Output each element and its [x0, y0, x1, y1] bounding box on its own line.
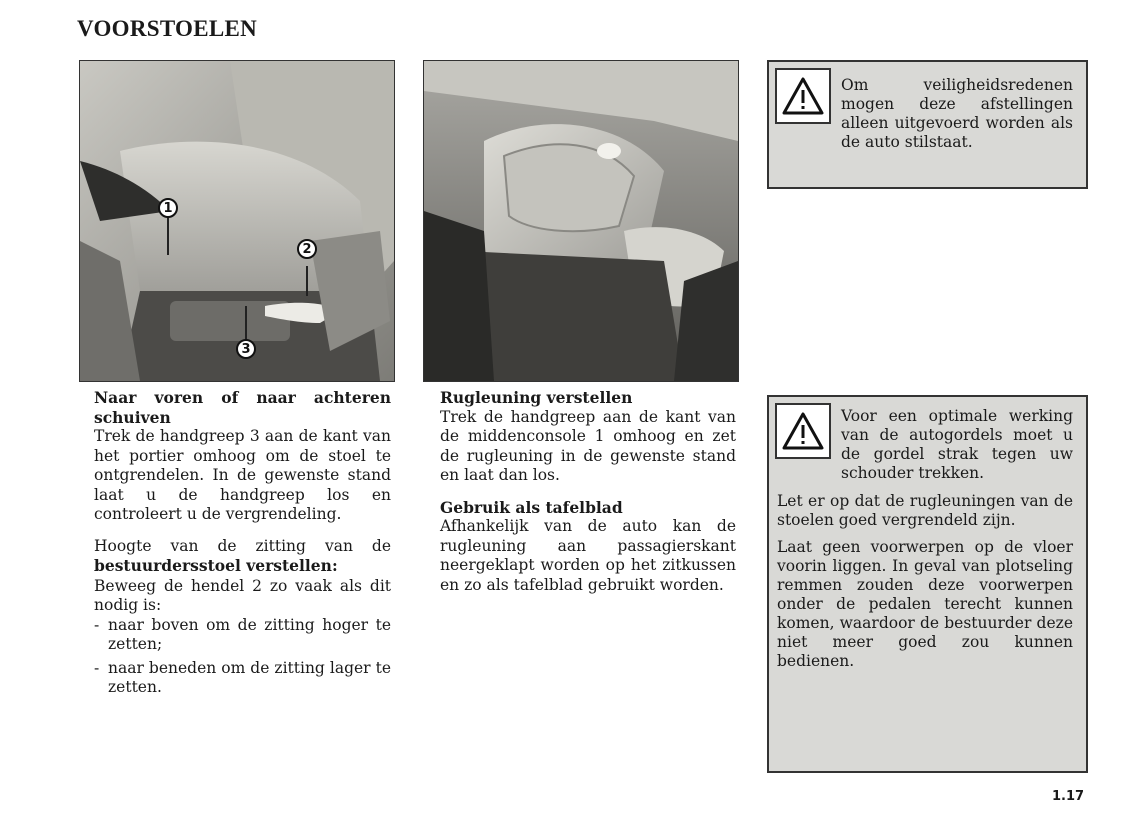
section-heading-backrest: Rugleuning verstellen: [440, 388, 633, 407]
callout-2: 2: [297, 239, 317, 259]
callout-1-leader: [167, 215, 169, 255]
callout-2-leader: [306, 266, 308, 296]
list-item: - naar beneden om de zitting lager te zetten.: [94, 658, 391, 696]
height-heading: [94, 537, 391, 577]
warning-text-objects: Laat geen voorwerpen op de vloer voorin liggen. In geval van plotseling remmen zouden deze voorwerpen onder de pedalen terecht kunnen komen, waardoor de bestuurder deze niet meer goed zou kunnen bedienen.: [777, 538, 1073, 670]
slide-instructions: Trek de handgreep 3 aan de kant van het portier omhoog om de stoel te ontgrendelen. In de gewenste stand laat u de handgreep los en controleert u de vergrendeling.: [94, 427, 391, 523]
folding-seat-table-photo: [423, 60, 739, 382]
warning-triangle-icon: [775, 68, 831, 124]
callout-3-leader: [245, 306, 247, 341]
callout-3: 3: [236, 339, 256, 359]
section-heading-slide: Naar voren of naar achteren schuiven: [94, 388, 391, 427]
warning-text-belts: Voor een optimale werking van de autogordels moet u de gordel strak tegen uw schouder trekken.: [841, 407, 1073, 482]
warning-text-backrests: Let er op dat de rugleuningen van de stoelen goed vergrendeld zijn.: [777, 492, 1073, 529]
warning-text-safety: Om veiligheidsredenen mogen deze afstellingen alleen uitgevoerd worden als de auto stilstaat.: [841, 76, 1073, 151]
height-heading-bold: bestuurdersstoel verstellen:: [94, 556, 338, 575]
warning-box-belts: [767, 395, 1088, 773]
list-item: - naar boven om de zitting hoger te zetten;: [94, 615, 391, 653]
page-title: VOORSTOELEN: [77, 16, 258, 41]
callout-1: 1: [158, 198, 178, 218]
section-heading-table: Gebruik als tafelblad: [440, 497, 623, 517]
warning-triangle-icon: [775, 403, 831, 459]
height-heading-prefix: Hoogte van de zitting van de: [94, 536, 391, 555]
height-instructions: Beweeg de hendel 2 zo vaak als dit nodig is:: [94, 576, 391, 614]
page-number: 1.17: [1052, 789, 1085, 804]
warning-box-safety: [767, 60, 1088, 189]
seat-adjustment-photo: [79, 60, 395, 382]
backrest-instructions: Trek de handgreep aan de kant van de middenconsole 1 omhoog en zet de rugleuning in de gewenste stand en laat dan los.: [440, 407, 736, 484]
table-instructions: Afhankelijk van de auto kan de rugleuning aan passagierskant neergeklapt worden op het zitkussen en zo als tafelblad gebruikt worden.: [440, 517, 736, 594]
